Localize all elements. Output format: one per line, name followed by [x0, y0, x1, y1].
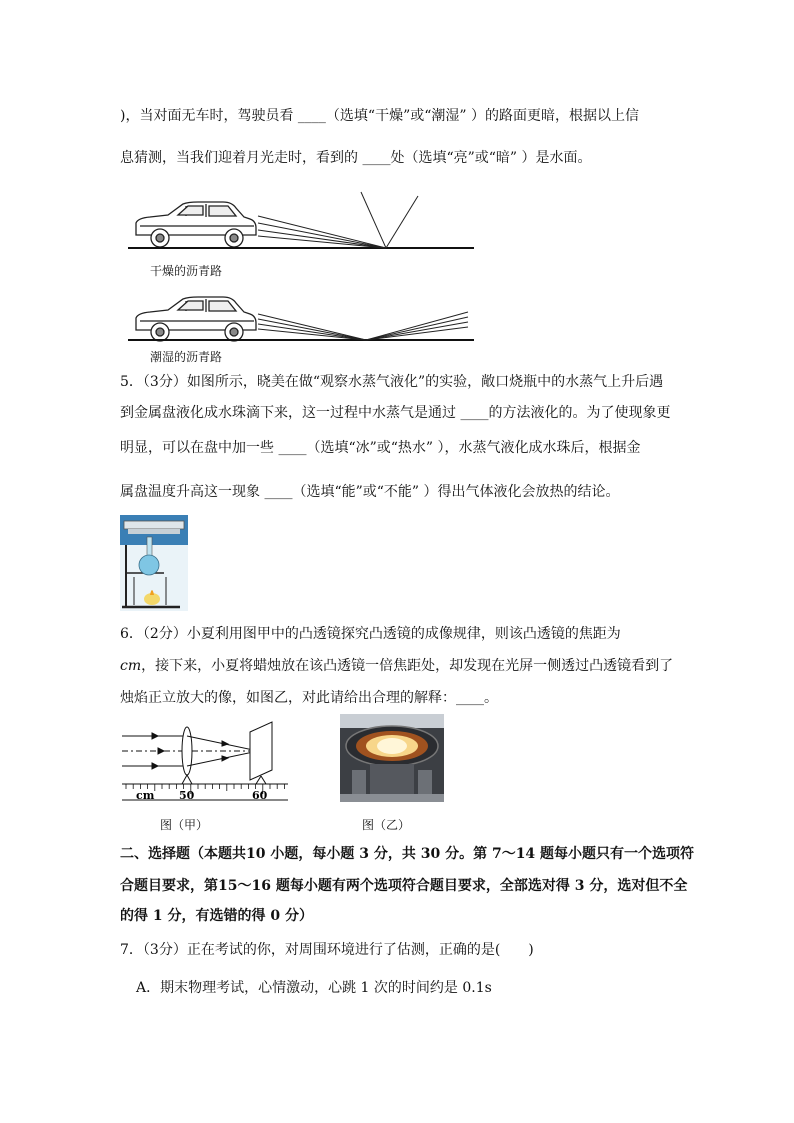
- q6-text-line3: 烛焰正立放大的像，如图乙，对此请给出合理的解释：____。: [120, 690, 498, 706]
- q4-text-line2: 息猜测，当我们迎着月光走时，看到的 ____处（选填“亮”或“暗” ）是水面。: [120, 150, 592, 166]
- q6-unit-cm: cm: [120, 658, 142, 674]
- light-rays: [258, 192, 418, 248]
- q6-text-line2: [120, 656, 673, 676]
- caption-figure-jia: 图（甲）: [160, 818, 209, 832]
- caption-wet-road: 潮湿的沥青路: [150, 350, 223, 364]
- q5-text-line4: 属盘温度升高这一现象 ____（选填“能”或“不能” ）得出气体液化会放热的结论。: [120, 484, 620, 500]
- section2-heading-line3: 的得 1 分，有选错的得 0 分）: [120, 908, 313, 924]
- q5-text-line1: 5．（3分）如图所示，晓美在做“观察水蒸气液化”的实验，敞口烧瓶中的水蒸气上升后遇: [120, 374, 664, 390]
- q7-stem: 7．（3分）正在考试的你，对周围环境进行了估测，正确的是( ): [120, 942, 534, 958]
- ruler-unit-label: cm: [136, 789, 155, 802]
- section2-heading-line1: 二、选择题（本题共10 小题，每小题 3 分，共 30 分。第 7～14 题每小题只有一个选项符: [120, 846, 695, 862]
- car-icon: [136, 297, 256, 341]
- q4-text-line1: )，当对面无车时，驾驶员看 ____（选填“干燥”或“潮湿” ）的路面更暗，根据以上信: [120, 108, 639, 124]
- car-icon: [136, 202, 256, 247]
- ruler-label-60: 60: [252, 789, 268, 802]
- q5-text-line3: 明显，可以在盘中加一些 ____（选填“冰”或“热水” ），水蒸气液化成水珠后，根据金: [120, 440, 641, 456]
- caption-figure-yi: 图（乙）: [362, 818, 411, 832]
- candle-image-figure: [340, 714, 444, 802]
- wet-road-figure: [128, 290, 478, 350]
- section2-heading-line2: 合题目要求，第15～16 题每小题有两个选项符合题目要求，全部选对得 3 分，选对但不全: [120, 878, 688, 894]
- q6-text-line1: 6．（2分）小夏利用图甲中的凸透镜探究凸透镜的成像规律，则该凸透镜的焦距为: [120, 626, 621, 642]
- dry-road-figure: [128, 190, 478, 260]
- caption-dry-road: 干燥的沥青路: [150, 264, 223, 278]
- lens-ruler-figure: [122, 718, 292, 804]
- light-rays: [258, 312, 468, 340]
- q7-option-a: A．期末物理考试，心情激动，心跳 1 次的时间约是 0.1s: [136, 980, 492, 996]
- condensation-experiment-figure: [120, 515, 188, 611]
- q6-text-line2-rest: ，接下来，小夏将蜡烛放在该凸透镜一倍焦距处，却发现在光屏一侧透过凸透镜看到了: [141, 658, 674, 674]
- ruler-label-50: 50: [179, 789, 195, 802]
- q5-text-line2: 到金属盘液化成水珠滴下来，这一过程中水蒸气是通过 ____的方法液化的。为了使现象更: [120, 405, 671, 421]
